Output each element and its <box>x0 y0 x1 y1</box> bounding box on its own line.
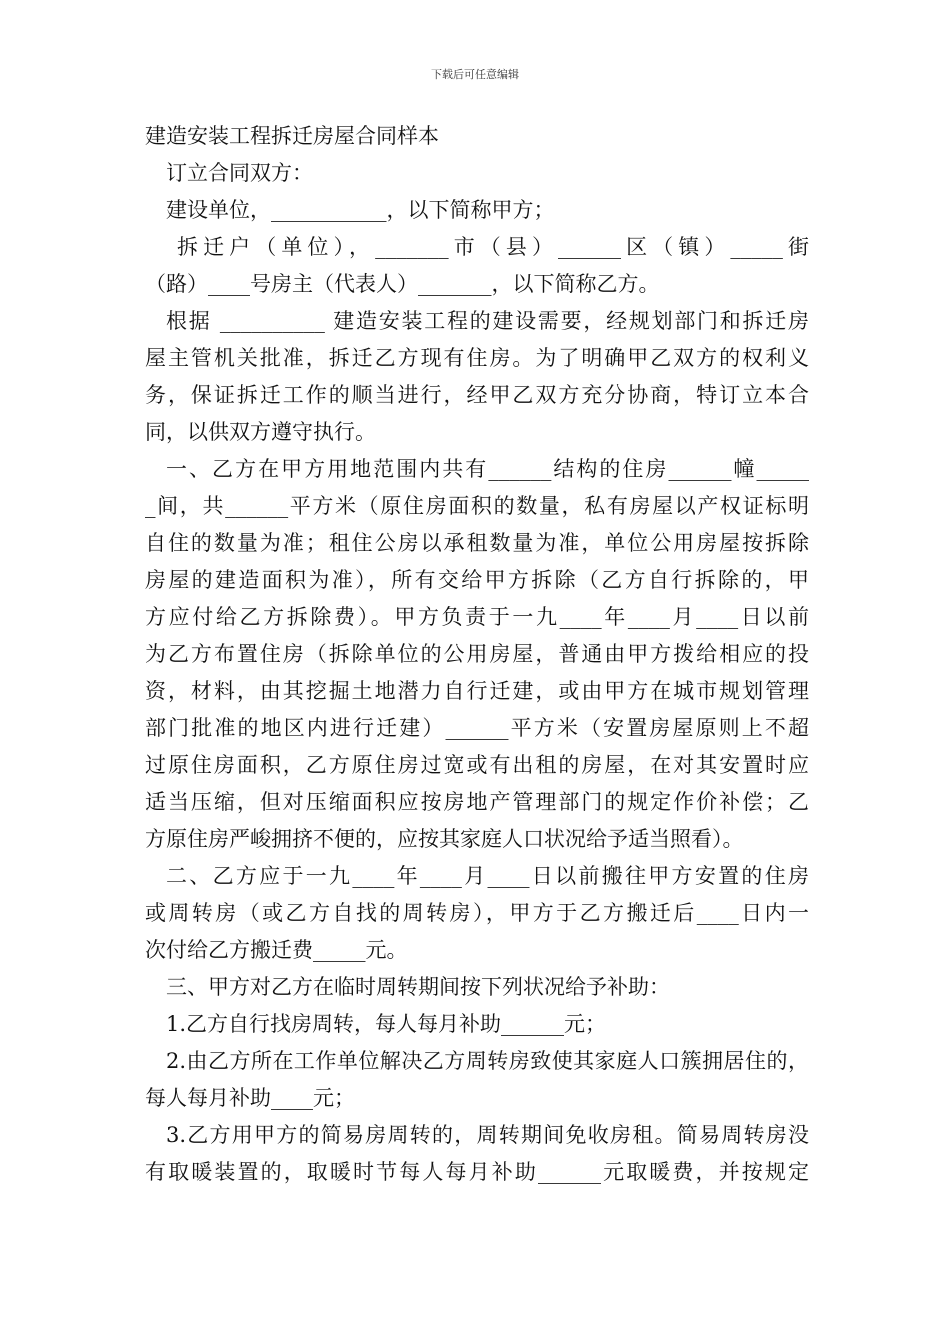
document-body <box>145 118 809 1191</box>
paragraph-line: 建设单位，___________，以下简称甲方； <box>166 198 555 222</box>
paragraph-line: 适当压缩，但对压缩面积应按房地产管理部门的规定作价补偿；乙 <box>145 790 809 814</box>
paragraph-line: 过原住房面积，乙方原住房过宽或有出租的房屋，在对其安置时应 <box>145 753 809 777</box>
paragraph-line: 资，材料，由其挖掘土地潜力自行迁建，或由甲方在城市规划管理 <box>145 679 809 703</box>
paragraph-line: 为乙方布置住房（拆除单位的公用房屋，普通由甲方拨给相应的投 <box>145 642 809 666</box>
paragraph-line: 次付给乙方搬迁费_____元。 <box>145 938 408 962</box>
paragraph-line: 或周转房（或乙方自找的周转房），甲方于乙方搬迁后____日内一 <box>145 901 809 925</box>
paragraph-line: 1.乙方自行找房周转，每人每月补助______元； <box>166 1012 607 1036</box>
paragraph-line: 屋主管机关批准，拆迁乙方现有住房。为了明确甲乙双方的权利义 <box>145 346 809 370</box>
paragraph-line: 自住的数量为准；租住公房以承租数量为准，单位公用房屋按拆除 <box>145 531 809 555</box>
paragraph-line: 2.由乙方所在工作单位解决乙方周转房致使其家庭人口簇拥居住的， <box>166 1049 809 1073</box>
paragraph-line: _间，共______平方米（原住房面积的数量，私有房屋以产权证标明 <box>145 494 809 518</box>
paragraph-line: 房屋的建造面积为准），所有交给甲方拆除（乙方自行拆除的，甲 <box>145 568 809 592</box>
paragraph-line: 方应付给乙方拆除费）。甲方负责于一九____年____月____日以前 <box>145 605 809 629</box>
paragraph-line: 订立合同双方： <box>166 161 313 185</box>
paragraph-line: 三、甲方对乙方在临时周转期间按下列状况给予补助： <box>166 975 670 999</box>
paragraph-line: 一、乙方在甲方用地范围内共有______结构的住房______幢_____ <box>166 457 809 481</box>
paragraph-line: 有取暖装置的，取暖时节每人每月补助______元取暖费，并按规定 <box>145 1160 809 1184</box>
paragraph-line: 务，保证拆迁工作的顺当进行，经甲乙双方充分协商，特订立本合 <box>145 383 809 407</box>
paragraph-line: 根据 __________ 建造安装工程的建设需要，经规划部门和拆迁房 <box>166 309 809 333</box>
paragraph-line: 3.乙方用甲方的简易房周转的，周转期间免收房租。简易周转房没 <box>166 1123 809 1147</box>
paragraph-line: 部门批准的地区内进行迁建）______平方米（安置房屋原则上不超 <box>145 716 809 740</box>
paragraph-line: 拆迁户（单位），_______市（县）______区（镇）_____街 <box>177 235 809 259</box>
paragraph-line: 每人每月补助____元； <box>145 1086 355 1110</box>
paragraph-line: 方原住房严峻拥挤不便的，应按其家庭人口状况给予适当照看）。 <box>145 827 744 851</box>
paragraph-line: 二、乙方应于一九____年____月____日以前搬往甲方安置的住房 <box>166 864 809 888</box>
paragraph-line: （路）____号房主（代表人）_______，以下简称乙方。 <box>145 272 660 296</box>
paragraph-line: 同，以供双方遵守执行。 <box>145 420 376 444</box>
document-title: 建造安装工程拆迁房屋合同样本 <box>145 124 439 148</box>
page-header: 下载后可任意编辑 <box>431 68 519 81</box>
